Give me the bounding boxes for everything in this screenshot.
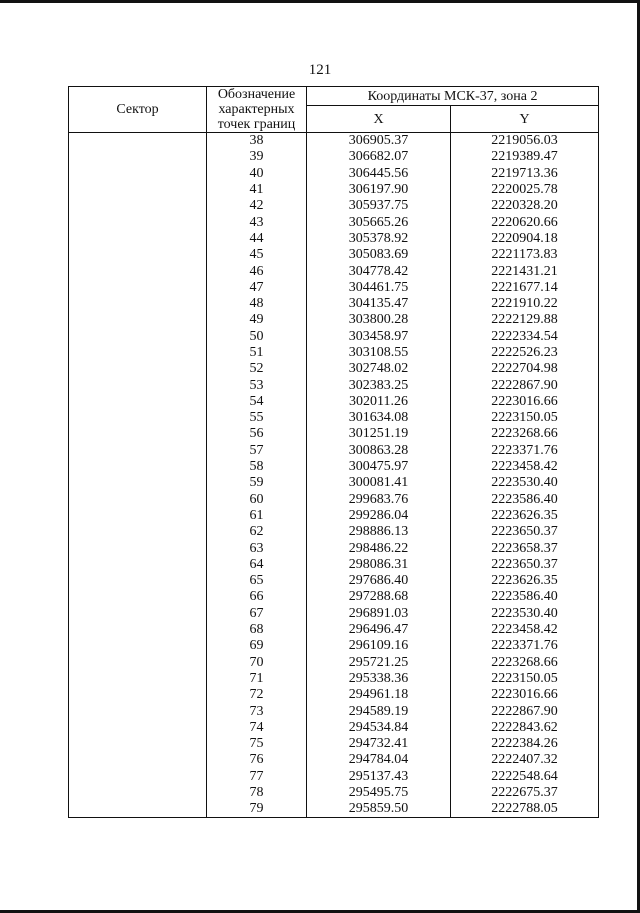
y-cell: 2223458.42 (451, 622, 599, 638)
table-row (69, 312, 599, 328)
table-row (69, 329, 599, 345)
y-cell: 2223016.66 (451, 394, 599, 410)
point-cell: 61 (207, 508, 307, 524)
point-cell: 71 (207, 671, 307, 687)
point-cell: 52 (207, 361, 307, 377)
sector-cell (69, 736, 207, 752)
header-point-line-3: точек границ (217, 117, 296, 132)
sector-cell (69, 573, 207, 589)
x-cell: 299286.04 (307, 508, 451, 524)
y-cell: 2219056.03 (451, 133, 599, 150)
x-cell: 295338.36 (307, 671, 451, 687)
sector-cell (69, 312, 207, 328)
point-cell: 50 (207, 329, 307, 345)
table-row (69, 638, 599, 654)
x-cell: 299683.76 (307, 492, 451, 508)
x-cell: 303458.97 (307, 329, 451, 345)
point-cell: 54 (207, 394, 307, 410)
sector-cell (69, 263, 207, 279)
y-cell: 2223650.37 (451, 524, 599, 540)
table-row (69, 459, 599, 475)
sector-cell (69, 540, 207, 556)
table-row (69, 573, 599, 589)
x-cell: 304461.75 (307, 280, 451, 296)
sector-cell (69, 752, 207, 768)
sector-cell (69, 214, 207, 230)
table-row (69, 720, 599, 736)
x-cell: 306197.90 (307, 182, 451, 198)
x-cell: 295495.75 (307, 785, 451, 801)
sector-cell (69, 687, 207, 703)
x-cell: 300081.41 (307, 475, 451, 491)
y-cell: 2222867.90 (451, 377, 599, 393)
x-cell: 302383.25 (307, 377, 451, 393)
y-cell: 2222867.90 (451, 703, 599, 719)
table-row (69, 182, 599, 198)
y-cell: 2221677.14 (451, 280, 599, 296)
point-cell: 38 (207, 133, 307, 150)
x-cell: 305937.75 (307, 198, 451, 214)
table-body (69, 133, 599, 818)
y-cell: 2219389.47 (451, 149, 599, 165)
point-cell: 41 (207, 182, 307, 198)
point-cell: 79 (207, 801, 307, 818)
x-cell: 298086.31 (307, 557, 451, 573)
x-cell: 305083.69 (307, 247, 451, 263)
point-cell: 64 (207, 557, 307, 573)
x-cell: 306905.37 (307, 133, 451, 150)
sector-cell (69, 329, 207, 345)
header-coordinates: Координаты МСК-37, зона 2 (307, 87, 599, 106)
y-cell: 2219713.36 (451, 166, 599, 182)
x-cell: 301251.19 (307, 426, 451, 442)
point-cell: 55 (207, 410, 307, 426)
y-cell: 2222334.54 (451, 329, 599, 345)
x-cell: 296891.03 (307, 606, 451, 622)
sector-cell (69, 166, 207, 182)
point-cell: 43 (207, 214, 307, 230)
point-cell: 69 (207, 638, 307, 654)
y-cell: 2220328.20 (451, 198, 599, 214)
sector-cell (69, 280, 207, 296)
point-cell: 68 (207, 622, 307, 638)
x-cell: 304135.47 (307, 296, 451, 312)
table-row (69, 655, 599, 671)
x-cell: 306682.07 (307, 149, 451, 165)
point-cell: 78 (207, 785, 307, 801)
y-cell: 2220904.18 (451, 231, 599, 247)
sector-cell (69, 785, 207, 801)
sector-cell (69, 345, 207, 361)
point-cell: 72 (207, 687, 307, 703)
table-row (69, 443, 599, 459)
point-cell: 47 (207, 280, 307, 296)
sector-cell (69, 198, 207, 214)
x-cell: 305378.92 (307, 231, 451, 247)
point-cell: 66 (207, 589, 307, 605)
y-cell: 2223530.40 (451, 475, 599, 491)
x-cell: 297288.68 (307, 589, 451, 605)
y-cell: 2223150.05 (451, 410, 599, 426)
sector-cell (69, 492, 207, 508)
table-row (69, 589, 599, 605)
sector-cell (69, 589, 207, 605)
table-row (69, 166, 599, 182)
coordinates-table (68, 86, 599, 818)
y-cell: 2222675.37 (451, 785, 599, 801)
y-cell: 2222407.32 (451, 752, 599, 768)
point-cell: 77 (207, 769, 307, 785)
table-row (69, 426, 599, 442)
header-y: Y (451, 106, 599, 133)
sector-cell (69, 133, 207, 150)
table-row (69, 769, 599, 785)
point-cell: 51 (207, 345, 307, 361)
sector-cell (69, 622, 207, 638)
header-point-designation (207, 87, 307, 133)
sector-cell (69, 671, 207, 687)
x-cell: 294534.84 (307, 720, 451, 736)
y-cell: 2222548.64 (451, 769, 599, 785)
point-cell: 56 (207, 426, 307, 442)
table-row (69, 801, 599, 818)
table-row (69, 231, 599, 247)
page-number: 121 (308, 62, 332, 78)
x-cell: 301634.08 (307, 410, 451, 426)
table-row (69, 214, 599, 230)
y-cell: 2223268.66 (451, 655, 599, 671)
sector-cell (69, 655, 207, 671)
table-row (69, 133, 599, 150)
x-cell: 294961.18 (307, 687, 451, 703)
table-row (69, 557, 599, 573)
y-cell: 2223016.66 (451, 687, 599, 703)
table-row (69, 263, 599, 279)
point-cell: 49 (207, 312, 307, 328)
table-row (69, 361, 599, 377)
y-cell: 2223650.37 (451, 557, 599, 573)
point-cell: 46 (207, 263, 307, 279)
point-cell: 45 (207, 247, 307, 263)
sector-cell (69, 801, 207, 818)
point-cell: 60 (207, 492, 307, 508)
point-cell: 65 (207, 573, 307, 589)
sector-cell (69, 296, 207, 312)
sector-cell (69, 394, 207, 410)
y-cell: 2223586.40 (451, 589, 599, 605)
y-cell: 2223626.35 (451, 508, 599, 524)
table-row (69, 394, 599, 410)
point-cell: 39 (207, 149, 307, 165)
sector-cell (69, 182, 207, 198)
table-row (69, 198, 599, 214)
table-row (69, 524, 599, 540)
y-cell: 2222384.26 (451, 736, 599, 752)
y-cell: 2221910.22 (451, 296, 599, 312)
x-cell: 297686.40 (307, 573, 451, 589)
point-cell: 63 (207, 540, 307, 556)
sector-cell (69, 703, 207, 719)
x-cell: 303108.55 (307, 345, 451, 361)
point-cell: 67 (207, 606, 307, 622)
x-cell: 298886.13 (307, 524, 451, 540)
table-row (69, 736, 599, 752)
header-sector: Сектор (69, 87, 207, 133)
x-cell: 295137.43 (307, 769, 451, 785)
y-cell: 2221431.21 (451, 263, 599, 279)
y-cell: 2223626.35 (451, 573, 599, 589)
sector-cell (69, 557, 207, 573)
x-cell: 302011.26 (307, 394, 451, 410)
header-point-line-1: Обозначение (217, 87, 296, 102)
point-cell: 48 (207, 296, 307, 312)
x-cell: 295859.50 (307, 801, 451, 818)
y-cell: 2222704.98 (451, 361, 599, 377)
x-cell: 294784.04 (307, 752, 451, 768)
table-row (69, 296, 599, 312)
table-row (69, 475, 599, 491)
point-cell: 42 (207, 198, 307, 214)
scan-edge-top (0, 0, 640, 3)
y-cell: 2222129.88 (451, 312, 599, 328)
point-cell: 40 (207, 166, 307, 182)
point-cell: 74 (207, 720, 307, 736)
header-point-line-2: характерных (218, 102, 295, 117)
x-cell: 303800.28 (307, 312, 451, 328)
sector-cell (69, 508, 207, 524)
sector-cell (69, 410, 207, 426)
x-cell: 294589.19 (307, 703, 451, 719)
table-row (69, 622, 599, 638)
y-cell: 2222843.62 (451, 720, 599, 736)
table-row (69, 410, 599, 426)
sector-cell (69, 638, 207, 654)
table-row (69, 785, 599, 801)
y-cell: 2223268.66 (451, 426, 599, 442)
y-cell: 2222526.23 (451, 345, 599, 361)
sector-cell (69, 720, 207, 736)
y-cell: 2220620.66 (451, 214, 599, 230)
y-cell: 2223658.37 (451, 540, 599, 556)
x-cell: 300863.28 (307, 443, 451, 459)
table-row (69, 540, 599, 556)
sector-cell (69, 426, 207, 442)
x-cell: 295721.25 (307, 655, 451, 671)
point-cell: 58 (207, 459, 307, 475)
x-cell: 296109.16 (307, 638, 451, 654)
point-cell: 59 (207, 475, 307, 491)
x-cell: 306445.56 (307, 166, 451, 182)
table-row (69, 703, 599, 719)
table-row (69, 149, 599, 165)
table-row (69, 606, 599, 622)
sector-cell (69, 443, 207, 459)
y-cell: 2222788.05 (451, 801, 599, 818)
sector-cell (69, 475, 207, 491)
table-row (69, 247, 599, 263)
y-cell: 2223530.40 (451, 606, 599, 622)
table-row (69, 687, 599, 703)
sector-cell (69, 769, 207, 785)
point-cell: 44 (207, 231, 307, 247)
x-cell: 298486.22 (307, 540, 451, 556)
point-cell: 70 (207, 655, 307, 671)
point-cell: 73 (207, 703, 307, 719)
y-cell: 2223586.40 (451, 492, 599, 508)
point-cell: 62 (207, 524, 307, 540)
point-cell: 53 (207, 377, 307, 393)
table-row (69, 280, 599, 296)
sector-cell (69, 231, 207, 247)
point-cell: 75 (207, 736, 307, 752)
y-cell: 2223371.76 (451, 638, 599, 654)
sector-cell (69, 606, 207, 622)
sector-cell (69, 459, 207, 475)
x-cell: 300475.97 (307, 459, 451, 475)
y-cell: 2220025.78 (451, 182, 599, 198)
y-cell: 2221173.83 (451, 247, 599, 263)
sector-cell (69, 524, 207, 540)
x-cell: 294732.41 (307, 736, 451, 752)
sector-cell (69, 247, 207, 263)
sector-cell (69, 377, 207, 393)
table-row (69, 508, 599, 524)
table-row (69, 345, 599, 361)
sector-cell (69, 149, 207, 165)
x-cell: 296496.47 (307, 622, 451, 638)
table-row (69, 377, 599, 393)
x-cell: 305665.26 (307, 214, 451, 230)
y-cell: 2223371.76 (451, 443, 599, 459)
point-cell: 76 (207, 752, 307, 768)
table-row (69, 671, 599, 687)
sector-cell (69, 361, 207, 377)
point-cell: 57 (207, 443, 307, 459)
table-row (69, 752, 599, 768)
x-cell: 304778.42 (307, 263, 451, 279)
table-row (69, 492, 599, 508)
y-cell: 2223150.05 (451, 671, 599, 687)
y-cell: 2223458.42 (451, 459, 599, 475)
x-cell: 302748.02 (307, 361, 451, 377)
header-x: X (307, 106, 451, 133)
